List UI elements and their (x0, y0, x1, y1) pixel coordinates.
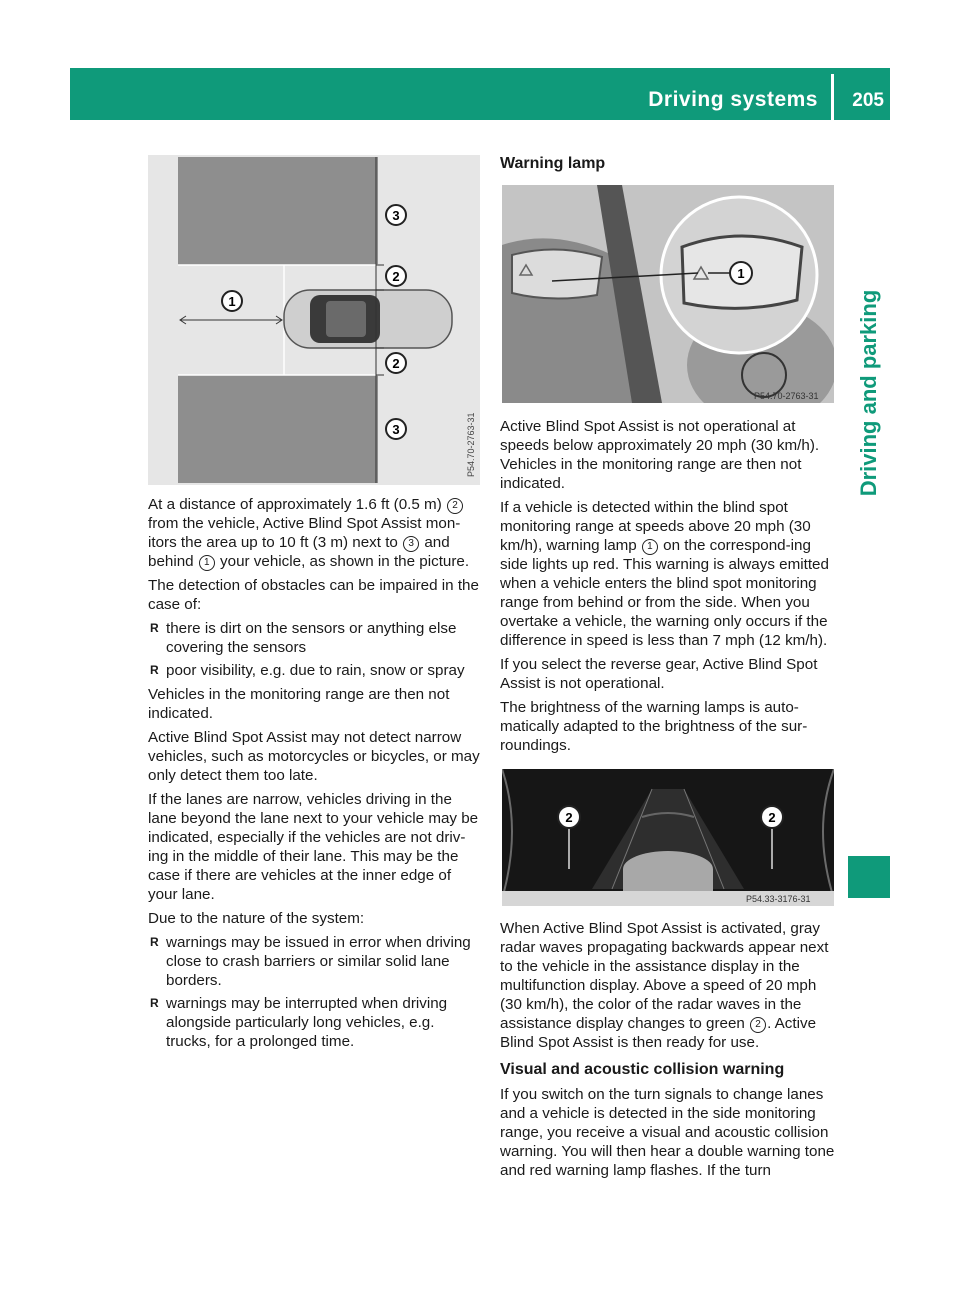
callout-ref: 1 (199, 555, 215, 571)
callout-marker (386, 266, 406, 286)
left-column (148, 495, 482, 1056)
paragraph: The detection of obstacles can be impaired in the case of: (148, 577, 479, 613)
section-heading: Visual and acoustic collision warning (500, 1061, 785, 1078)
callout-label: 2 (768, 810, 776, 825)
text-run: . Active Blind Spot Assist is then ready for use. (500, 1015, 817, 1051)
callout-ref: 2 (447, 498, 463, 514)
callout-marker (386, 353, 406, 373)
paragraph: Vehicles in the monitoring range are then not indicated. (148, 686, 450, 722)
bullet-list (148, 619, 482, 680)
figure-code: P54.33-3176-31 (746, 894, 811, 904)
callout-label: 3 (392, 208, 400, 223)
paragraph (500, 498, 835, 650)
callout-marker (222, 291, 242, 311)
callout-label: 2 (392, 356, 400, 371)
page-title: Driving systems (648, 88, 818, 111)
text-run: on the correspond-ing side lights up red. This warning is always emitted when a vehicle enters the blind spot monitoring range from behind or from the side. When you overtake a vehicle, the warning only occurs if the difference in speed is less than 7 mph (12 km/h). (500, 537, 829, 649)
paragraph: If the lanes are narrow, vehicles driving in the lane beyond the lane next to your vehicle may be indicated, especially if the vehicles are not driv-ing in the middle of their lane. This may be the case if there are vehicles at the inner edge of your lane. (148, 791, 479, 903)
paragraph (148, 495, 482, 571)
section-tab-label: Driving and parking (856, 289, 881, 497)
cluster-illustration (502, 769, 834, 906)
callout-label: 1 (737, 266, 745, 281)
callout-marker (386, 205, 406, 225)
figure-code: P54.70-2763-31 (754, 391, 819, 401)
figure-code: P54.70-2763-31 (466, 412, 476, 477)
right-column-bottom (500, 919, 835, 1185)
paragraph: If you select the reverse gear, Active Blind Spot Assist is not operational. (500, 656, 818, 692)
bullet-list (148, 933, 482, 1051)
callout-label: 3 (392, 422, 400, 437)
callout-marker (730, 262, 752, 284)
list-item: R poor visibility, e.g. due to rain, snow or spray (148, 661, 482, 680)
monitoring-area-figure (148, 155, 480, 485)
paragraph: Active Blind Spot Assist may not detect narrow vehicles, such as motorcycles or bicycles, or may only detect them too late. (148, 729, 480, 784)
header-divider (831, 74, 834, 120)
list-item: R warnings may be interrupted when driving alongside particularly long vehicles, e.g. trucks, for a prolonged time. (148, 994, 482, 1051)
right-column-middle (500, 417, 835, 760)
page-number: 205 (852, 90, 884, 111)
warning-lamp-illustration (502, 185, 834, 403)
callout-label: 1 (228, 294, 236, 309)
section-tab (848, 290, 890, 510)
section-heading: Warning lamp (500, 155, 606, 172)
paragraph: Due to the nature of the system: (148, 910, 365, 927)
paragraph: The brightness of the warning lamps is auto-matically adapted to the brightness of the sur-roundings. (500, 699, 808, 754)
warning-lamp-figure (502, 185, 834, 403)
paragraph: If you switch on the turn signals to change lanes and a vehicle is detected in the side monitoring range, you receive a visual and acoustic collision warning. You will then hear a double warning tone and red warning lamp flashes. If the turn (500, 1086, 835, 1179)
paragraph (500, 919, 835, 1052)
list-item: R there is dirt on the sensors or anything else covering the sensors (148, 619, 482, 657)
callout-ref: 1 (642, 539, 658, 555)
text-run: At a distance of approximately 1.6 ft (0.5 m) (148, 496, 446, 513)
text-run: and behind (148, 534, 450, 570)
vehicle-top-view (284, 290, 452, 348)
header-bar (70, 68, 890, 120)
monitoring-area-diagram (148, 155, 480, 485)
text-run: from the vehicle, Active Blind Spot Assist mon-itors the area up to 10 ft (3 m) next to (148, 515, 461, 551)
zone-rear (178, 375, 378, 483)
text-run: When Active Blind Spot Assist is activated, gray radar waves propagating backwards appear next to the vehicle in the assistance display in the multifunction display. Above a speed of 20 mph (30 km/h), the color of the radar waves in the assistance display changes to green (500, 920, 829, 1032)
callout-marker (761, 806, 783, 828)
text-run: your vehicle, as shown in the picture. (215, 553, 470, 570)
list-item: R warnings may be issued in error when driving close to crash barriers or similar solid lane borders. (148, 933, 482, 990)
cluster-figure (502, 769, 834, 906)
section-marker (848, 856, 890, 898)
paragraph: Active Blind Spot Assist is not operational at speeds below approximately 20 mph (30 km/h). Vehicles in the monitoring range are then not indicated. (500, 418, 820, 492)
callout-label: 2 (392, 269, 400, 284)
right-column-top (500, 154, 835, 183)
callout-ref: 2 (750, 1017, 766, 1033)
callout-marker (558, 806, 580, 828)
text-run: If a vehicle is detected within the blind spot monitoring range at speeds above 20 mph (30 km/h), warning lamp (500, 499, 811, 554)
callout-label: 2 (565, 810, 573, 825)
callout-ref: 3 (403, 536, 419, 552)
zone-front (178, 157, 378, 265)
callout-marker (386, 419, 406, 439)
